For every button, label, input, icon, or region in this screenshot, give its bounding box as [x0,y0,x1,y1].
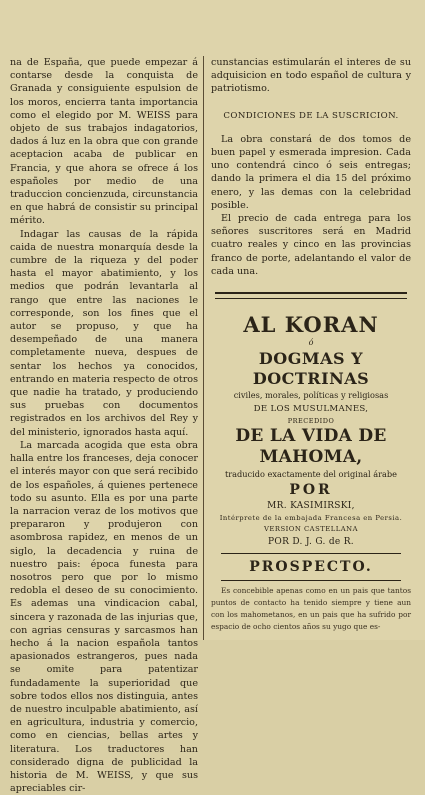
condition-paragraph-1: La obra constará de dos tomos de buen papel y esmerada impresion. Cada uno contendrá cinco ó seis entregas; dando la primera el dia 15 del próximo enero, y las demas con la celebridad posible. [211,133,411,211]
column-divider [203,56,204,640]
right-column [211,56,411,640]
book-subtitle: DOGMAS Y DOCTRINAS [252,349,370,389]
conditions-heading: CONDICIONES DE LA SUSCRICION. [223,110,399,121]
left-paragraph-1: na de España, que puede empezar á contarse desde la conquista de Granada y consiguiente espulsion de los moros, encierra tanta importancia como el elegido por M. WEISS para objeto de sus trabajos indagatorios, dados á luz en la obra que con grande aceptacion acaba de publicar en Francia, y que ahora se ofrece á los españoles por medio de una traduccion concienzuda, circunstancia en que habrá de consistir su principal mérito. [10,57,198,227]
translator-name: POR D. J. G. de R. [268,537,354,548]
version-label: VERSION CASTELLANA [263,525,359,534]
left-paragraph-3: La marcada acogida que esta obra halla entre los franceses, deja conocer el interés mayor con que será recibido de los españoles, á quienes pertenece todo su asunto. Ella es por una parte la narracion veraz de los motivos que prepararon y produjeron con asombrosa rapidez, en menos de un siglo, la decadencia y ruina de nuestro pais: época funesta para nosotros pero que por lo mismo redobla el deseo de su conocimiento. Es ademas una vindicacion cabal, sincera y razonada de las injurias que, con agrias censuras y sarcasmos han hecho á la nacion española tantos apasionados estrangeros, pues nada se omite para patentizar fundadamente la superioridad que sobre todos ellos nos distinguia, antes de nuestro inculpable abatimiento, así en agricultura, industria y comercio, como en ciencias, bellas artes y literatura. Los traductores han considerado digna de publicidad la historia de M. WEISS, y que sus apreciables cir- [10,439,198,795]
right-intro: cunstancias estimularán el interes de su adquisicion en todo español de cultura y patriotismo. [211,57,411,95]
author-name: MR. KASIMIRSKI, [267,501,355,512]
prospecto-paragraph: Es concebible apenas como en un pais que tantos puntos de contacto ha tenido siempre y tiene aun con los mahometanos, en un pais que ha sufrido por espacio de ocho cientos años su yugo que es- [211,586,411,632]
subtitle-line-2: DE LOS MUSULMANES, [253,404,369,415]
condition-paragraph-2: El precio de cada entrega para los señores suscritores será en Madrid cuatro reales y cinco en las provincias franco de porte, adelantando el valor de cada una. [211,213,411,277]
title-connector: ó [308,338,314,348]
left-column [10,56,198,795]
prospecto-rule-bottom [221,580,401,581]
translation-note: traducido exactamente del original árabe [224,469,398,480]
vida-title: DE LA VIDA DE MAHOMA, [235,426,387,468]
precedido-label: PRECEDIDO [287,417,335,426]
prospecto-body [211,585,411,633]
prospecto-heading: PROSPECTO. [249,559,373,576]
left-paragraph-2: Indagar las causas de la rápida caida de nuestra monarquía desde la cumbre de la riqueza y del poder hasta el mayor abatimiento, y los medios que podrán levantarla al rango que entre las naciones le corresponde, son los fines que el autor se propuso, y que ha desempeñado de una manera completamente nueva, despues de sentar los hechos ya conocidos, entrando en materia respecto de otros que nadie ha tratado, y produciendo sus pruebas con documentos registrados en los archivos del Rey y del ministerio, ignorados hasta aquí. [10,228,198,438]
por-label: POR [289,482,333,499]
subtitle-line-1: civiles, morales, políticas y religiosas [233,390,389,401]
section-divider [215,292,407,299]
book-title: AL KORAN [243,312,379,338]
prospecto-rule [221,553,401,554]
author-role: Intérprete de la embajada Francesa en Persia. [219,514,403,523]
